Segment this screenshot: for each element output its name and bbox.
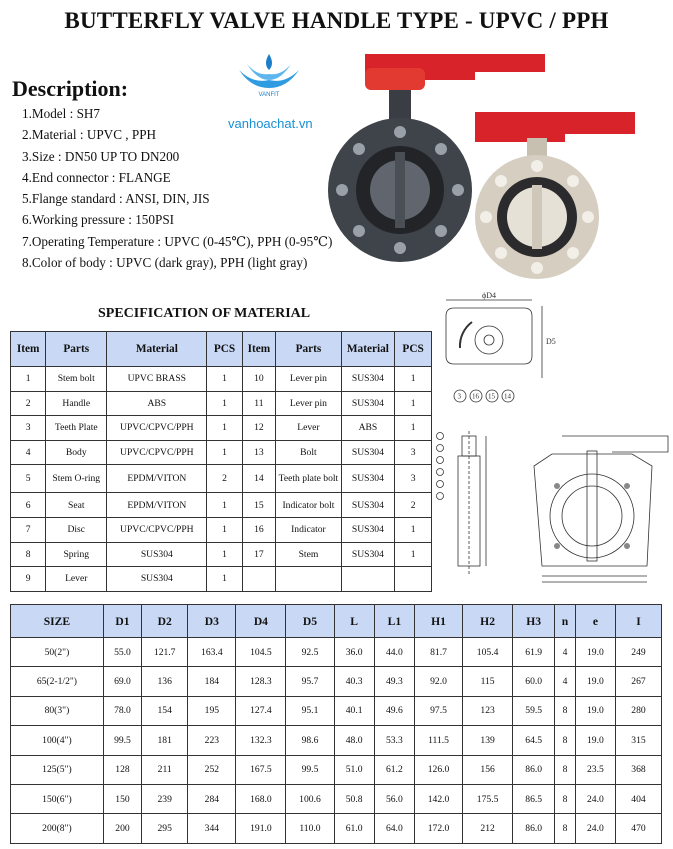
table-cell: 19.0 [575, 667, 615, 696]
table-cell: 284 [188, 784, 236, 813]
table-cell: 95.1 [286, 696, 334, 725]
website-text: vanhoachat.vn [228, 116, 313, 131]
header-cell: H3 [513, 605, 555, 638]
header-cell: PCS [207, 332, 242, 367]
table-cell: Bolt [276, 440, 341, 465]
header-cell: Item [11, 332, 46, 367]
table-cell: 150(6") [11, 784, 104, 813]
table-cell: 8 [555, 814, 576, 843]
table-cell: 368 [616, 755, 662, 784]
table-cell: 111.5 [414, 726, 462, 755]
table-cell: 344 [188, 814, 236, 843]
table-cell: Lever [276, 416, 341, 441]
table-cell: 61.2 [374, 755, 414, 784]
table-cell: 1 [207, 567, 242, 592]
table-cell: ABS [107, 391, 207, 416]
table-cell: 51.0 [334, 755, 374, 784]
table-cell: 40.3 [334, 667, 374, 696]
table-row [11, 814, 662, 843]
table-cell: 19.0 [575, 726, 615, 755]
table-cell: 23.5 [575, 755, 615, 784]
table-cell: 1 [207, 542, 242, 567]
table-cell: UPVC/CPVC/PPH [107, 416, 207, 441]
table-cell: 121.7 [142, 638, 188, 667]
header-cell: Item [242, 332, 276, 367]
header-cell: e [575, 605, 615, 638]
table-cell: 315 [616, 726, 662, 755]
table-cell [395, 567, 432, 592]
table-cell: 100(4") [11, 726, 104, 755]
table-cell: 150 [103, 784, 141, 813]
table-cell: Stem bolt [46, 367, 107, 392]
svg-text:16: 16 [472, 392, 479, 401]
table-cell: 142.0 [414, 784, 462, 813]
table-cell: 115 [463, 667, 513, 696]
size-table [10, 604, 662, 844]
table-cell: 128 [103, 755, 141, 784]
pph-valve-image [475, 112, 635, 279]
table-cell: 470 [616, 814, 662, 843]
table-cell: 24.0 [575, 784, 615, 813]
table-cell: Stem O-ring [46, 465, 107, 493]
table-row [11, 755, 662, 784]
table-cell: EPDM/VITON [107, 493, 207, 518]
table-cell: 404 [616, 784, 662, 813]
table-cell: 92.0 [414, 667, 462, 696]
material-table-header [11, 332, 432, 367]
table-cell: 19.0 [575, 696, 615, 725]
table-cell: 3 [11, 416, 46, 441]
table-cell: 98.6 [286, 726, 334, 755]
table-cell: 1 [207, 493, 242, 518]
table-cell: 8 [555, 696, 576, 725]
description-item: 1.Model : SH7 [22, 106, 101, 121]
table-cell: 53.3 [374, 726, 414, 755]
d4-label: ϕD4 [482, 291, 496, 300]
header-cell: I [616, 605, 662, 638]
table-cell: Stem [276, 542, 341, 567]
table-cell: 10 [242, 367, 276, 392]
table-cell: 64.0 [374, 814, 414, 843]
table-row [11, 784, 662, 813]
table-cell: SUS304 [341, 391, 395, 416]
vanfit-logo [233, 50, 305, 98]
table-cell: 1 [395, 416, 432, 441]
description-item: 6.Working pressure : 150PSI [22, 212, 175, 228]
table-cell: 191.0 [236, 814, 286, 843]
header-cell: n [555, 605, 576, 638]
table-cell: SUS304 [341, 367, 395, 392]
header-cell: Parts [46, 332, 107, 367]
table-row [11, 696, 662, 725]
table-row [11, 367, 432, 392]
table-cell: UPVC/CPVC/PPH [107, 440, 207, 465]
header-cell: D2 [142, 605, 188, 638]
table-cell: 11 [242, 391, 276, 416]
header-cell: Material [107, 332, 207, 367]
valve-photos [325, 42, 660, 282]
table-cell: SUS304 [107, 542, 207, 567]
table-cell: 12 [242, 416, 276, 441]
description-item: 4.End connector : FLANGE [22, 169, 171, 185]
table-cell: ABS [341, 416, 395, 441]
table-cell: 4 [11, 440, 46, 465]
table-cell: 80(3") [11, 696, 104, 725]
table-cell: 49.6 [374, 696, 414, 725]
table-cell: 36.0 [334, 638, 374, 667]
table-cell: Teeth plate bolt [276, 465, 341, 493]
table-cell: 86.0 [513, 755, 555, 784]
table-cell: 195 [188, 696, 236, 725]
table-cell: 200(8") [11, 814, 104, 843]
table-cell: 49.3 [374, 667, 414, 696]
table-cell: UPVC/CPVC/PPH [107, 517, 207, 542]
table-cell: 1 [207, 367, 242, 392]
table-cell: 156 [463, 755, 513, 784]
table-cell: 100.6 [286, 784, 334, 813]
table-cell: 184 [188, 667, 236, 696]
header-cell: Parts [276, 332, 341, 367]
table-cell [341, 567, 395, 592]
table-cell: 7 [11, 517, 46, 542]
table-cell: 8 [555, 726, 576, 755]
table-cell: Teeth Plate [46, 416, 107, 441]
table-cell: 211 [142, 755, 188, 784]
table-cell: 65(2-1/2") [11, 667, 104, 696]
table-cell: 99.5 [286, 755, 334, 784]
table-cell: 2 [395, 493, 432, 518]
table-cell: 163.4 [188, 638, 236, 667]
table-cell: 8 [555, 755, 576, 784]
table-cell: 175.5 [463, 784, 513, 813]
table-cell: 249 [616, 638, 662, 667]
table-cell: 40.1 [334, 696, 374, 725]
table-row [11, 493, 432, 518]
table-cell: 154 [142, 696, 188, 725]
table-cell: SUS304 [341, 440, 395, 465]
table-cell: 2 [207, 465, 242, 493]
header-cell: D1 [103, 605, 141, 638]
table-row [11, 440, 432, 465]
table-cell: 6 [11, 493, 46, 518]
table-cell: 139 [463, 726, 513, 755]
description-item: 2.Material : UPVC , PPH [22, 127, 157, 143]
table-cell: 15 [242, 493, 276, 518]
table-cell: Lever [46, 567, 107, 592]
table-cell: 55.0 [103, 638, 141, 667]
table-cell: 86.0 [513, 814, 555, 843]
size-table-body [11, 638, 662, 844]
table-cell: 2 [11, 391, 46, 416]
table-row [11, 416, 432, 441]
table-cell: 280 [616, 696, 662, 725]
table-cell: 181 [142, 726, 188, 755]
table-cell: SUS304 [341, 493, 395, 518]
table-cell: 61.9 [513, 638, 555, 667]
table-cell: 1 [395, 517, 432, 542]
table-cell: 59.5 [513, 696, 555, 725]
description-heading: Description: [12, 76, 129, 101]
table-cell: SUS304 [107, 567, 207, 592]
table-cell: 44.0 [374, 638, 414, 667]
table-cell: 223 [188, 726, 236, 755]
table-cell: 50.8 [334, 784, 374, 813]
table-cell: 95.7 [286, 667, 334, 696]
table-cell: 99.5 [103, 726, 141, 755]
table-row [11, 517, 432, 542]
header-cell: L [334, 605, 374, 638]
table-cell [276, 567, 341, 592]
svg-text:VANFIT: VANFIT [258, 92, 280, 98]
table-row [11, 465, 432, 493]
table-cell: 78.0 [103, 696, 141, 725]
table-cell: 16 [242, 517, 276, 542]
table-cell: 123 [463, 696, 513, 725]
table-cell: 1 [395, 367, 432, 392]
table-cell: 105.4 [463, 638, 513, 667]
table-cell: 4 [555, 638, 576, 667]
svg-text:3: 3 [457, 392, 461, 401]
table-cell: 56.0 [374, 784, 414, 813]
description-item: 8.Color of body : UPVC (dark gray), PPH (light gray) [22, 255, 308, 271]
table-cell: Lever pin [276, 391, 341, 416]
table-cell: 1 [207, 391, 242, 416]
table-cell: Indicator bolt [276, 493, 341, 518]
header-cell: H1 [414, 605, 462, 638]
table-cell: 9 [11, 567, 46, 592]
table-cell: 252 [188, 755, 236, 784]
table-cell: 125(5") [11, 755, 104, 784]
table-cell: 13 [242, 440, 276, 465]
table-cell: 8 [11, 542, 46, 567]
table-cell: 8 [555, 784, 576, 813]
description-item: 3.Size : DN50 UP TO DN200 [22, 148, 180, 164]
table-cell: 14 [242, 465, 276, 493]
header-cell: PCS [395, 332, 432, 367]
header-cell: SIZE [11, 605, 104, 638]
table-cell: 1 [11, 367, 46, 392]
technical-drawing [432, 286, 672, 586]
header-cell: D5 [286, 605, 334, 638]
table-cell: 81.7 [414, 638, 462, 667]
table-cell: Seat [46, 493, 107, 518]
table-cell: 17 [242, 542, 276, 567]
table-cell: 5 [11, 465, 46, 493]
table-cell: EPDM/VITON [107, 465, 207, 493]
svg-text:15: 15 [488, 392, 495, 401]
table-cell: Disc [46, 517, 107, 542]
table-cell [242, 567, 276, 592]
table-cell: SUS304 [341, 465, 395, 493]
table-cell: Body [46, 440, 107, 465]
table-cell: 3 [395, 465, 432, 493]
table-cell: 200 [103, 814, 141, 843]
table-cell: 64.5 [513, 726, 555, 755]
table-cell: 239 [142, 784, 188, 813]
table-row [11, 567, 432, 592]
table-cell: 1 [395, 391, 432, 416]
table-cell: 69.0 [103, 667, 141, 696]
description-item: 7.Operating Temperature : UPVC (0-45℃), PPH (0-95℃) [22, 233, 333, 249]
table-cell: 128.3 [236, 667, 286, 696]
table-cell: Lever pin [276, 367, 341, 392]
table-cell: 1 [207, 440, 242, 465]
header-cell: H2 [463, 605, 513, 638]
table-row [11, 638, 662, 667]
table-cell: 60.0 [513, 667, 555, 696]
table-cell: 92.5 [286, 638, 334, 667]
table-cell: UPVC BRASS [107, 367, 207, 392]
table-cell: 24.0 [575, 814, 615, 843]
table-cell: 61.0 [334, 814, 374, 843]
table-cell: 86.5 [513, 784, 555, 813]
table-cell: 295 [142, 814, 188, 843]
page-title: BUTTERFLY VALVE HANDLE TYPE - UPVC / PPH [64, 8, 609, 33]
table-cell: 172.0 [414, 814, 462, 843]
spec-title: SPECIFICATION OF MATERIAL [98, 306, 311, 321]
header-cell: L1 [374, 605, 414, 638]
table-row [11, 667, 662, 696]
header-cell: D3 [188, 605, 236, 638]
table-cell: 19.0 [575, 638, 615, 667]
table-cell: 126.0 [414, 755, 462, 784]
table-cell: 1 [207, 416, 242, 441]
table-cell: 1 [395, 542, 432, 567]
table-cell: 168.0 [236, 784, 286, 813]
table-cell: Indicator [276, 517, 341, 542]
table-cell: 97.5 [414, 696, 462, 725]
table-cell: SUS304 [341, 517, 395, 542]
table-cell: 212 [463, 814, 513, 843]
table-cell: 104.5 [236, 638, 286, 667]
size-table-header [11, 605, 662, 638]
table-cell: 3 [395, 440, 432, 465]
table-cell: 50(2") [11, 638, 104, 667]
table-row [11, 726, 662, 755]
table-row [11, 542, 432, 567]
material-table [10, 331, 432, 592]
table-cell: Spring [46, 542, 107, 567]
table-cell: SUS304 [341, 542, 395, 567]
table-cell: 132.3 [236, 726, 286, 755]
table-cell: 136 [142, 667, 188, 696]
d5-label: D5 [546, 337, 556, 346]
table-row [11, 391, 432, 416]
table-cell: 48.0 [334, 726, 374, 755]
table-cell: 267 [616, 667, 662, 696]
header-cell: D4 [236, 605, 286, 638]
svg-text:14: 14 [504, 392, 511, 401]
table-cell: Handle [46, 391, 107, 416]
header-cell: Material [341, 332, 395, 367]
table-cell: 127.4 [236, 696, 286, 725]
table-cell: 167.5 [236, 755, 286, 784]
table-cell: 1 [207, 517, 242, 542]
table-cell: 4 [555, 667, 576, 696]
table-cell: 110.0 [286, 814, 334, 843]
description-item: 5.Flange standard : ANSI, DIN, JIS [22, 191, 210, 207]
